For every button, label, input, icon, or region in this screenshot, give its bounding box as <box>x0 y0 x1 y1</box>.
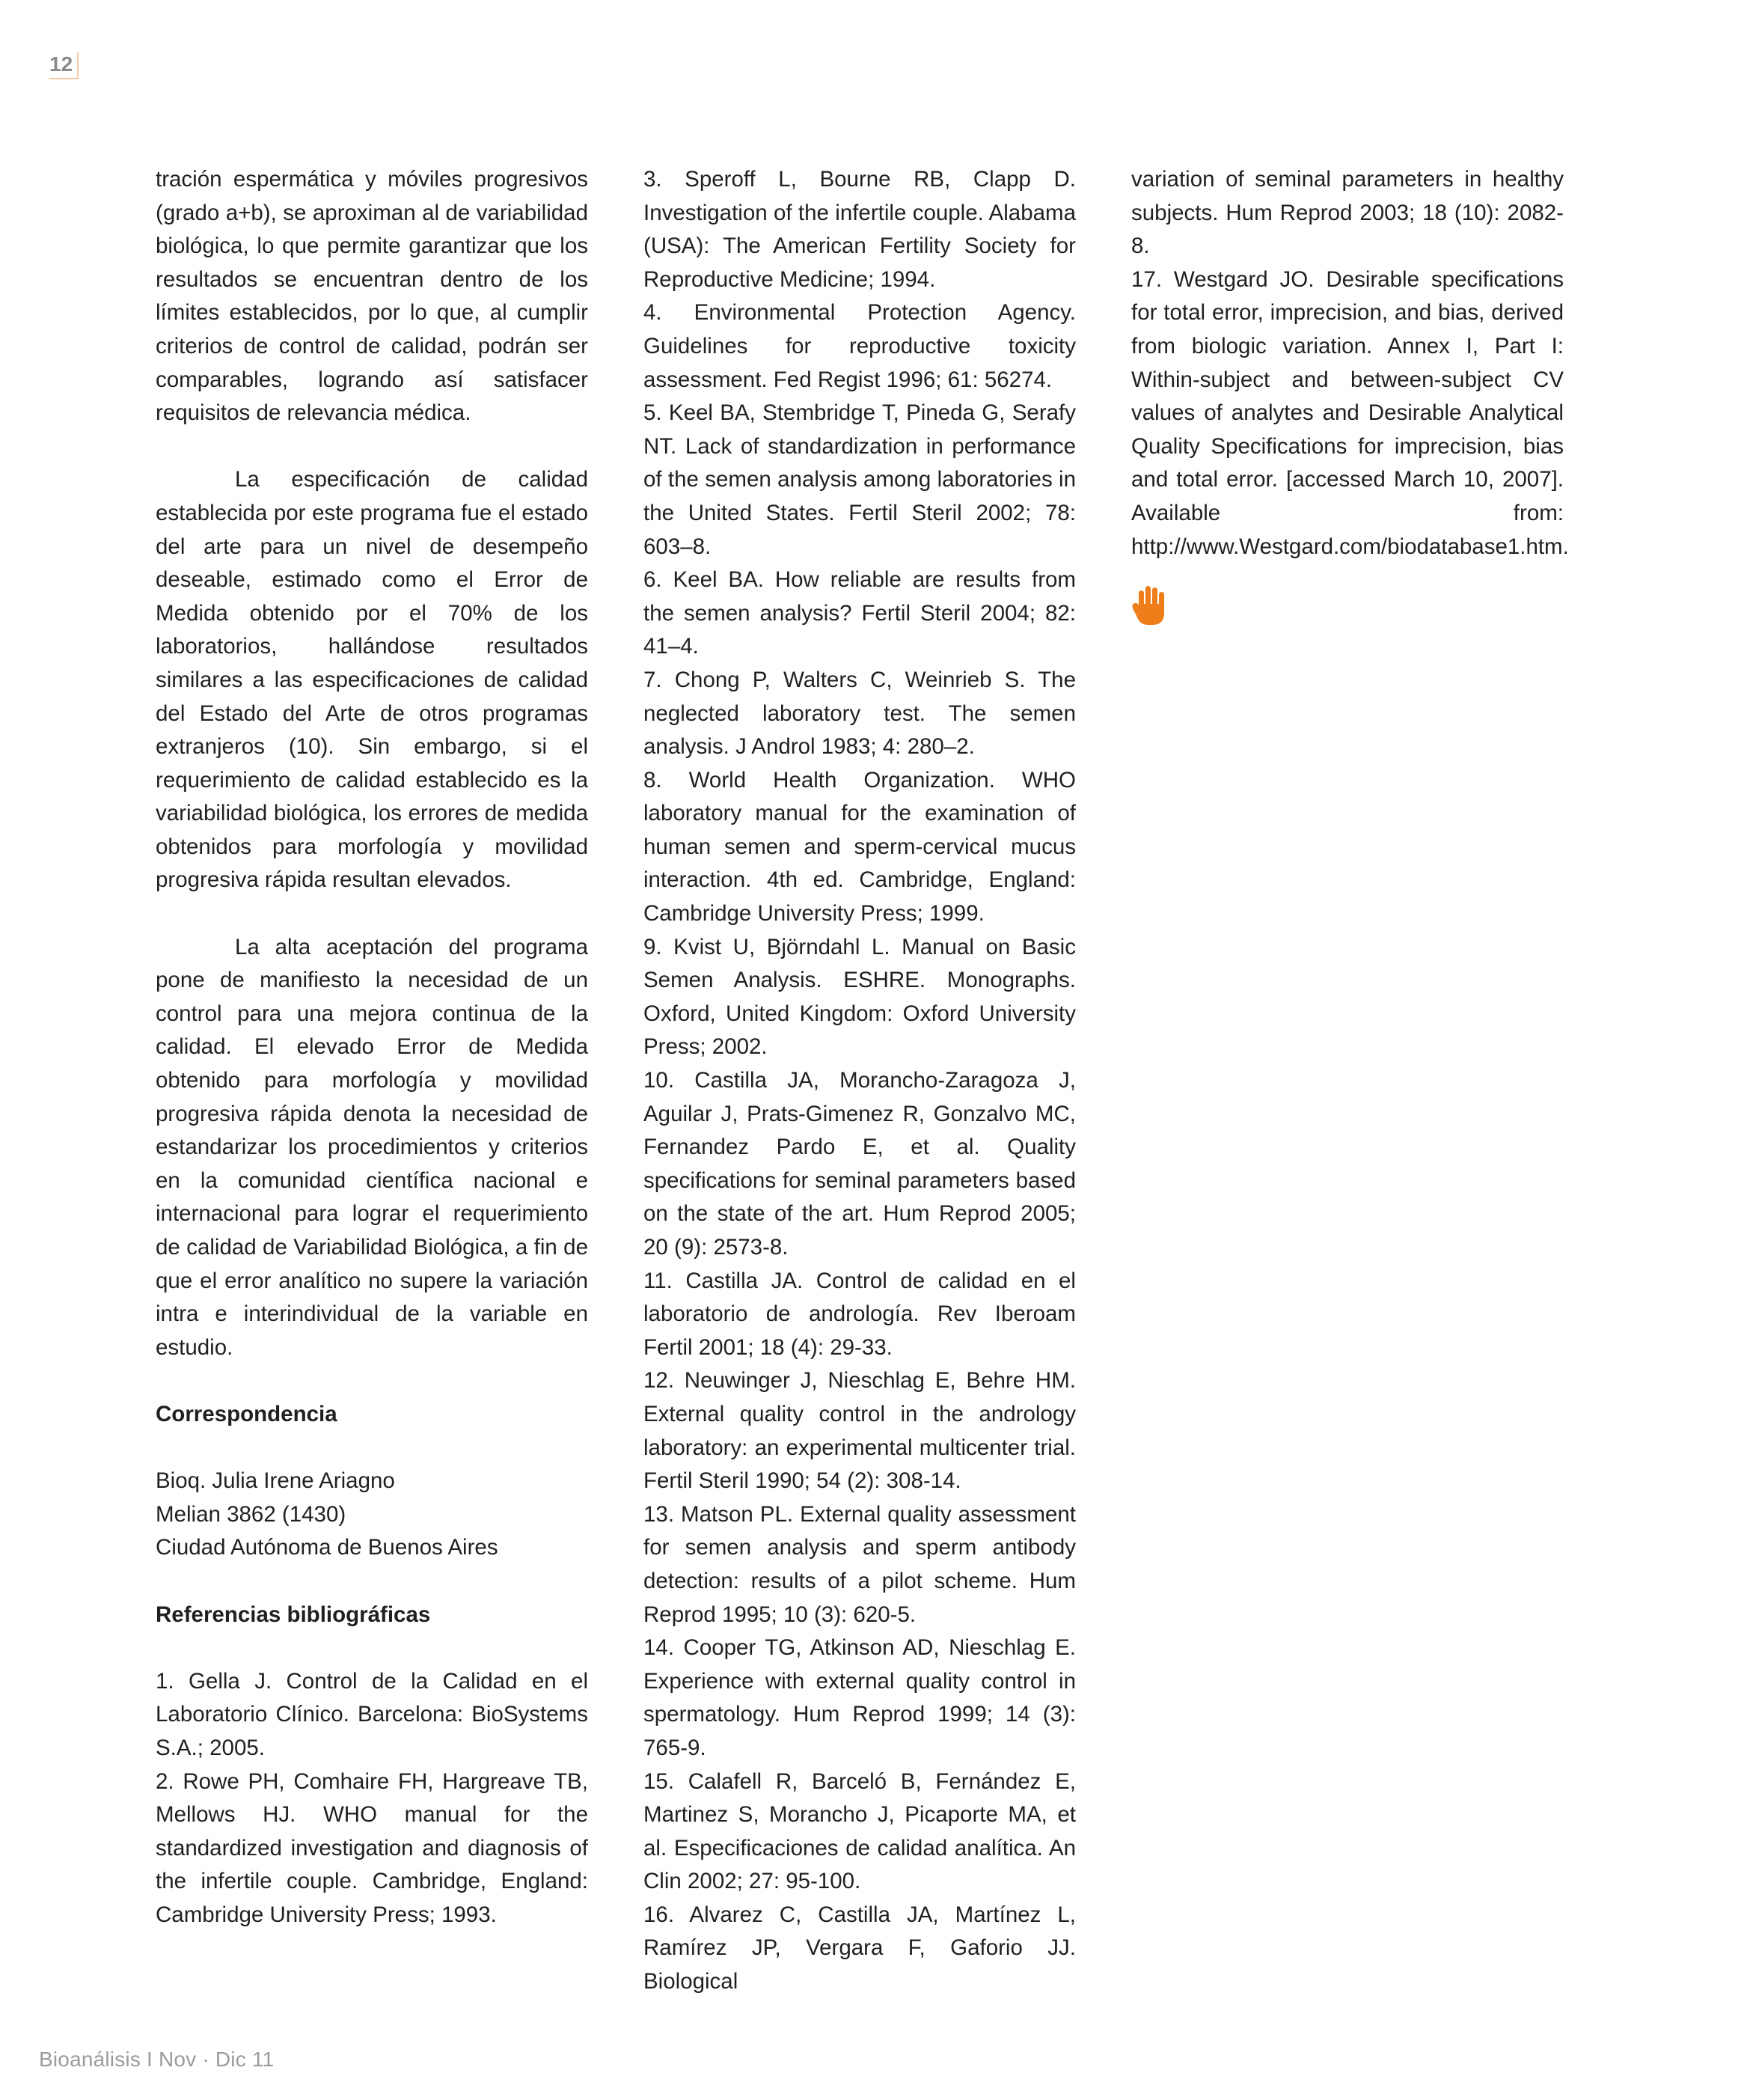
reference-item: 2. Rowe PH, Comhaire FH, Hargreave TB, Mellows HJ. WHO manual for the standardized investigation and diagnosis of the infertile couple. Cambridge, England: Cambridge University Press; 1993. <box>156 1768 588 1927</box>
column-3 <box>1131 163 1569 626</box>
references-heading: Referencias bibliográficas <box>156 1602 431 1627</box>
reference-item: 12. Neuwinger J, Nieschlag E, Behre HM. External quality control in the andrology laboratory: an experimental multicenter trial. Fertil Steril 1990; 54 (2): 308-14. <box>643 1368 1076 1494</box>
reference-item: 11. Castilla JA. Control de calidad en el laboratorio de andrología. Rev Iberoam Fertil 2001; 18 (4): 29-33. <box>643 1268 1076 1360</box>
reference-item-continued: variation of seminal parameters in healthy subjects. Hum Reprod 2003; 18 (10): 2082-8. <box>1131 167 1564 259</box>
correspondence-line: Melian 3862 (1430) <box>156 1501 346 1527</box>
reference-item: 15. Calafell R, Barceló B, Fernández E, Martinez S, Morancho J, Picaporte MA, et al. Especificaciones de calidad analítica. An Clin 2002; 27: 95-100. <box>643 1768 1076 1894</box>
reference-item: 17. Westgard JO. Desirable specifications for total error, imprecision, and bias, derived from biologic variation. Annex I, Part I: Within-subject and between-subject CV values of analytes and Desirable Analytical Quality Specifications for imprecision, bias and total error. [accessed March 10, 2007]. Available from: http://www.Westgard.com/biodatabase1.htm. <box>1131 266 1569 559</box>
body-paragraph-3: La alta aceptación del programa pone de manifiesto la necesidad de un control para una mejora continua de la calidad. El elevado Error de Medida obtenido para morfología y movilidad progresiva rápida denota la necesidad de estandarizar los procedimientos y criterios en la comunidad científica nacional e internacional para lograr el requerimiento de calidad de Variabilidad Biológica, a fin de que el error analítico no supere la variación intra e interindividual de la variable en estudio. <box>156 934 588 1360</box>
reference-item: 7. Chong P, Walters C, Weinrieb S. The neglected laboratory test. The semen analysis. J Androl 1983; 4: 280–2. <box>643 667 1076 760</box>
reference-item: 6. Keel BA. How reliable are results from the semen analysis? Fertil Steril 2004; 82: 41–4. <box>643 567 1076 659</box>
reference-item: 4. Environmental Protection Agency. Guidelines for reproductive toxicity assessment. Fed Regist 1996; 61: 56274. <box>643 300 1076 392</box>
reference-item: 10. Castilla JA, Morancho-Zaragoza J, Aguilar J, Prats-Gimenez R, Gonzalvo MC, Fernandez Pardo E, et al. Quality specifications for seminal parameters based on the state of the art. Hum Reprod 2005; 20 (9): 2573-8. <box>643 1068 1076 1260</box>
body-paragraph-1: tración espermática y móviles progresivos (grado a+b), se aproximan al de variabilidad biológica, lo que permite garantizar que los resultados se encuentran dentro de los límites establecidos, por lo que, al cumplir criterios de control de calidad, podrán ser comparables, logrando así satisfacer requisitos de relevancia médica. <box>156 167 588 426</box>
column-1 <box>156 163 588 1932</box>
reference-item: 16. Alvarez C, Castilla JA, Martínez L, Ramírez JP, Vergara F, Gaforio JJ. Biological <box>643 1902 1076 1994</box>
reference-item: 3. Speroff L, Bourne RB, Clapp D. Investigation of the infertile couple. Alabama (USA): The American Fertility Society for Reproductive Medicine; 1994. <box>643 167 1076 292</box>
reference-item: 14. Cooper TG, Atkinson AD, Nieschlag E. Experience with external quality control in spermatology. Hum Reprod 1999; 14 (3): 765-9. <box>643 1635 1076 1760</box>
correspondence-line: Ciudad Autónoma de Buenos Aires <box>156 1535 498 1560</box>
reference-item: 13. Matson PL. External quality assessment for semen analysis and sperm antibody detection: results of a pilot scheme. Hum Reprod 1995; 10 (3): 620-5. <box>643 1501 1076 1627</box>
body-paragraph-2: La especificación de calidad establecida por este programa fue el estado del arte para un nivel de desempeño deseable, estimado como el Error de Medida obtenido por el 70% de los laboratorios, hallándose resultados similares a las especificaciones de calidad del Estado del Arte de otros programas extranjeros (10). Sin embargo, si el requerimiento de calidad establecido es la variabilidad biológica, los errores de medida obtenidos para morfología y movilidad progresiva rápida resultan elevados. <box>156 467 588 893</box>
reference-item: 1. Gella J. Control de la Calidad en el Laboratorio Clínico. Barcelona: BioSystems S.A.; 2005. <box>156 1668 588 1760</box>
page-number: 12 <box>49 52 79 79</box>
hand-icon <box>1131 584 1169 626</box>
correspondence-heading: Correspondencia <box>156 1401 337 1426</box>
reference-item: 9. Kvist U, Björndahl L. Manual on Basic Semen Analysis. ESHRE. Monographs. Oxford, United Kingdom: Oxford University Press; 2002. <box>643 934 1076 1060</box>
column-2 <box>643 163 1076 1999</box>
correspondence-line: Bioq. Julia Irene Ariagno <box>156 1468 395 1494</box>
reference-item: 8. World Health Organization. WHO laboratory manual for the examination of human semen and sperm-cervical mucus interaction. 4th ed. Cambridge, England: Cambridge University Press; 1999. <box>643 767 1076 927</box>
reference-item: 5. Keel BA, Stembridge T, Pineda G, Serafy NT. Lack of standardization in performance of the semen analysis among laboratories in the United States. Fertil Steril 2002; 78: 603–8. <box>643 400 1076 559</box>
footer-publication: Bioanálisis I Nov · Dic 11 <box>39 2048 275 2071</box>
